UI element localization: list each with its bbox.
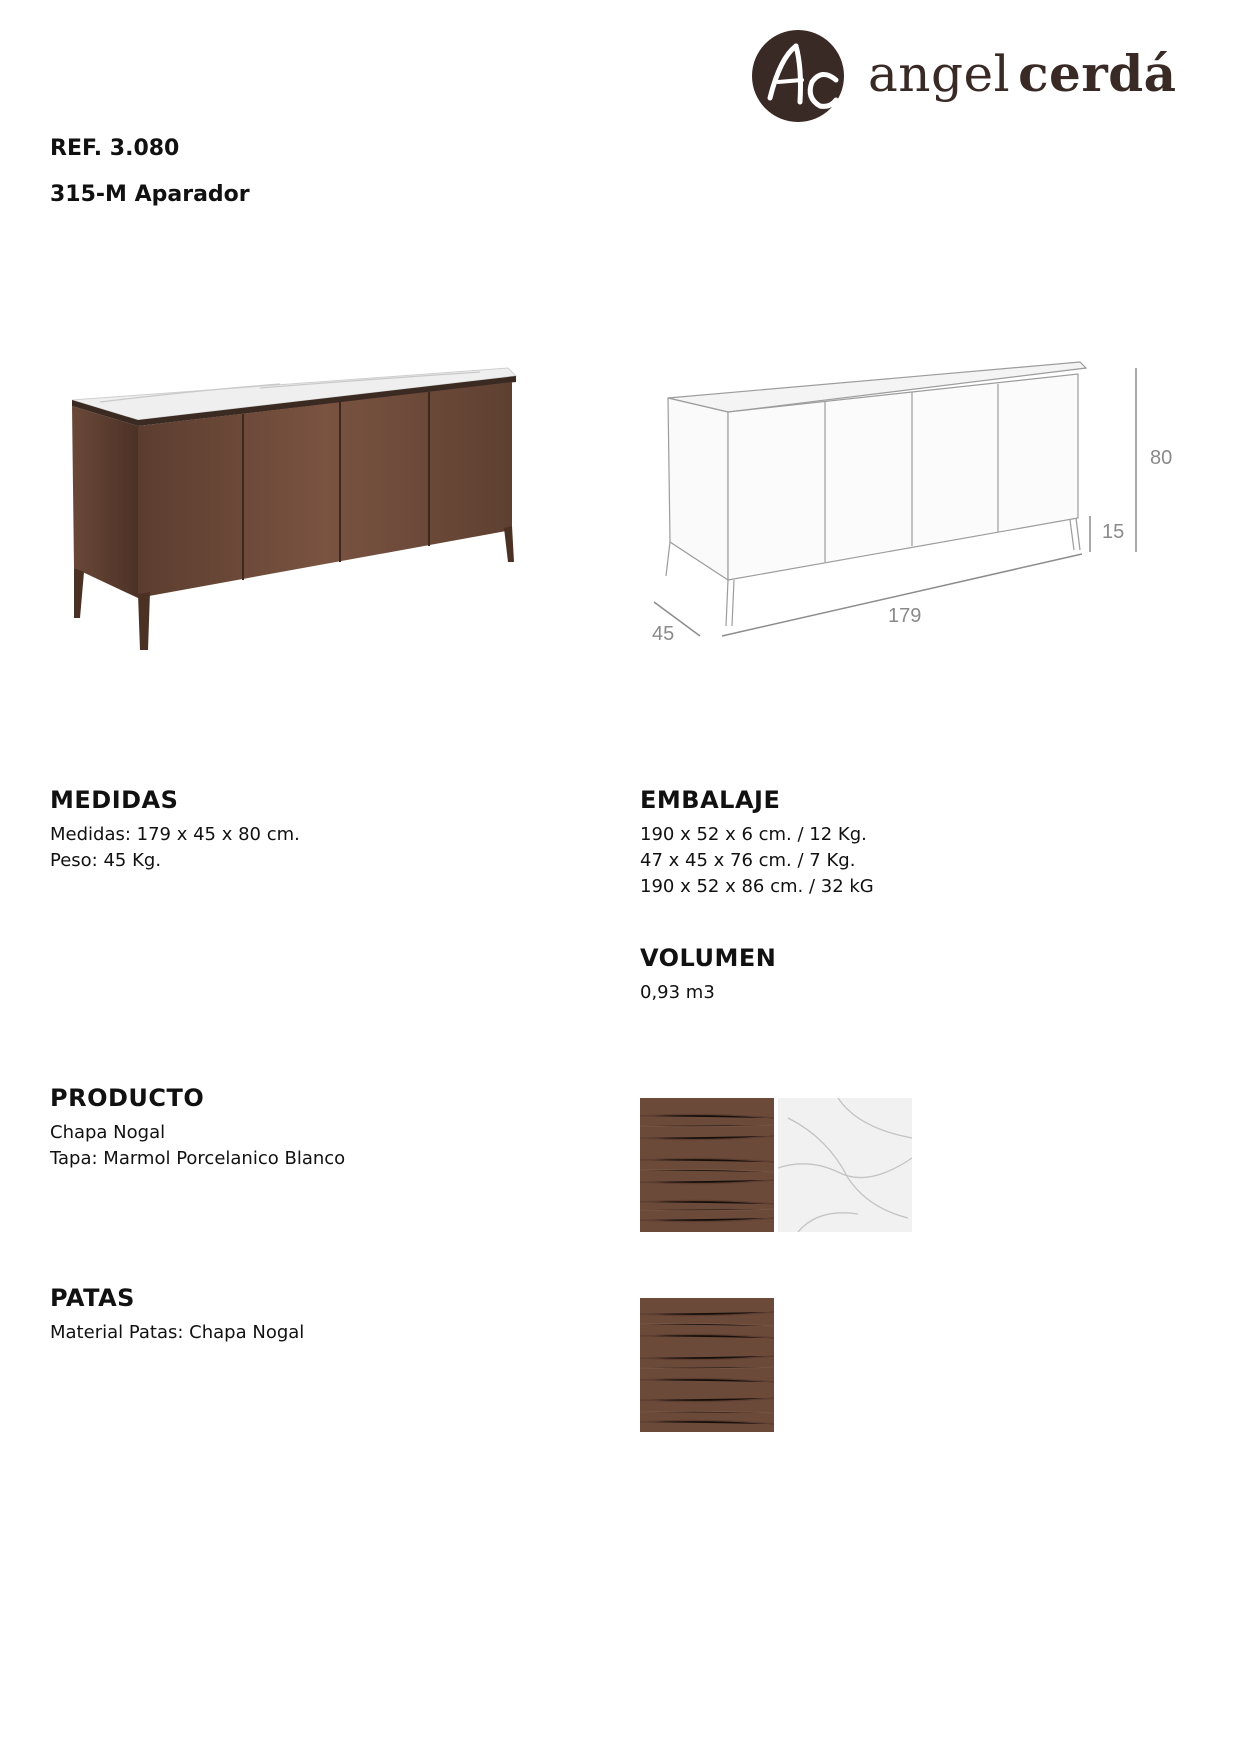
legs-walnut-swatch — [640, 1298, 774, 1432]
embalaje-line: 190 x 52 x 86 cm. / 32 kG — [640, 876, 874, 897]
monogram-logo-icon — [750, 28, 850, 124]
depth-dimension-label: 45 — [652, 623, 675, 645]
height-dimension-label: 80 — [1150, 447, 1173, 469]
walnut-veneer-swatch — [640, 1098, 774, 1232]
volumen-value: 0,93 m3 — [640, 982, 715, 1003]
product-name: 315-M Aparador — [50, 182, 250, 207]
producto-title: PRODUCTO — [50, 1084, 205, 1112]
embalaje-title: EMBALAJE — [640, 786, 781, 814]
embalaje-line: 190 x 52 x 6 cm. / 12 Kg. — [640, 824, 867, 845]
brand-name-light: angel — [868, 45, 1011, 103]
dimension-drawing — [640, 340, 1200, 660]
leg-height-dimension-label: 15 — [1102, 521, 1125, 543]
product-reference: REF. 3.080 — [50, 136, 180, 161]
medidas-line: Peso: 45 Kg. — [50, 850, 162, 871]
producto-line: Chapa Nogal — [50, 1122, 166, 1143]
sideboard-photo — [60, 340, 600, 660]
medidas-title: MEDIDAS — [50, 786, 179, 814]
brand-logo — [750, 28, 1200, 124]
patas-line: Material Patas: Chapa Nogal — [50, 1322, 305, 1343]
embalaje-line: 47 x 45 x 76 cm. / 7 Kg. — [640, 850, 856, 871]
medidas-details — [50, 822, 300, 874]
producto-details — [50, 1120, 345, 1172]
medidas-line: Medidas: 179 x 45 x 80 cm. — [50, 824, 300, 845]
producto-line: Tapa: Marmol Porcelanico Blanco — [50, 1148, 346, 1169]
embalaje-details — [640, 822, 874, 900]
volumen-title: VOLUMEN — [640, 944, 777, 972]
patas-details — [50, 1320, 304, 1346]
white-marble-swatch — [778, 1098, 912, 1232]
width-dimension-label: 179 — [888, 605, 922, 627]
brand-name-bold: cerdá — [1018, 44, 1177, 103]
brand-wordmark — [868, 44, 1177, 103]
patas-title: PATAS — [50, 1284, 135, 1312]
